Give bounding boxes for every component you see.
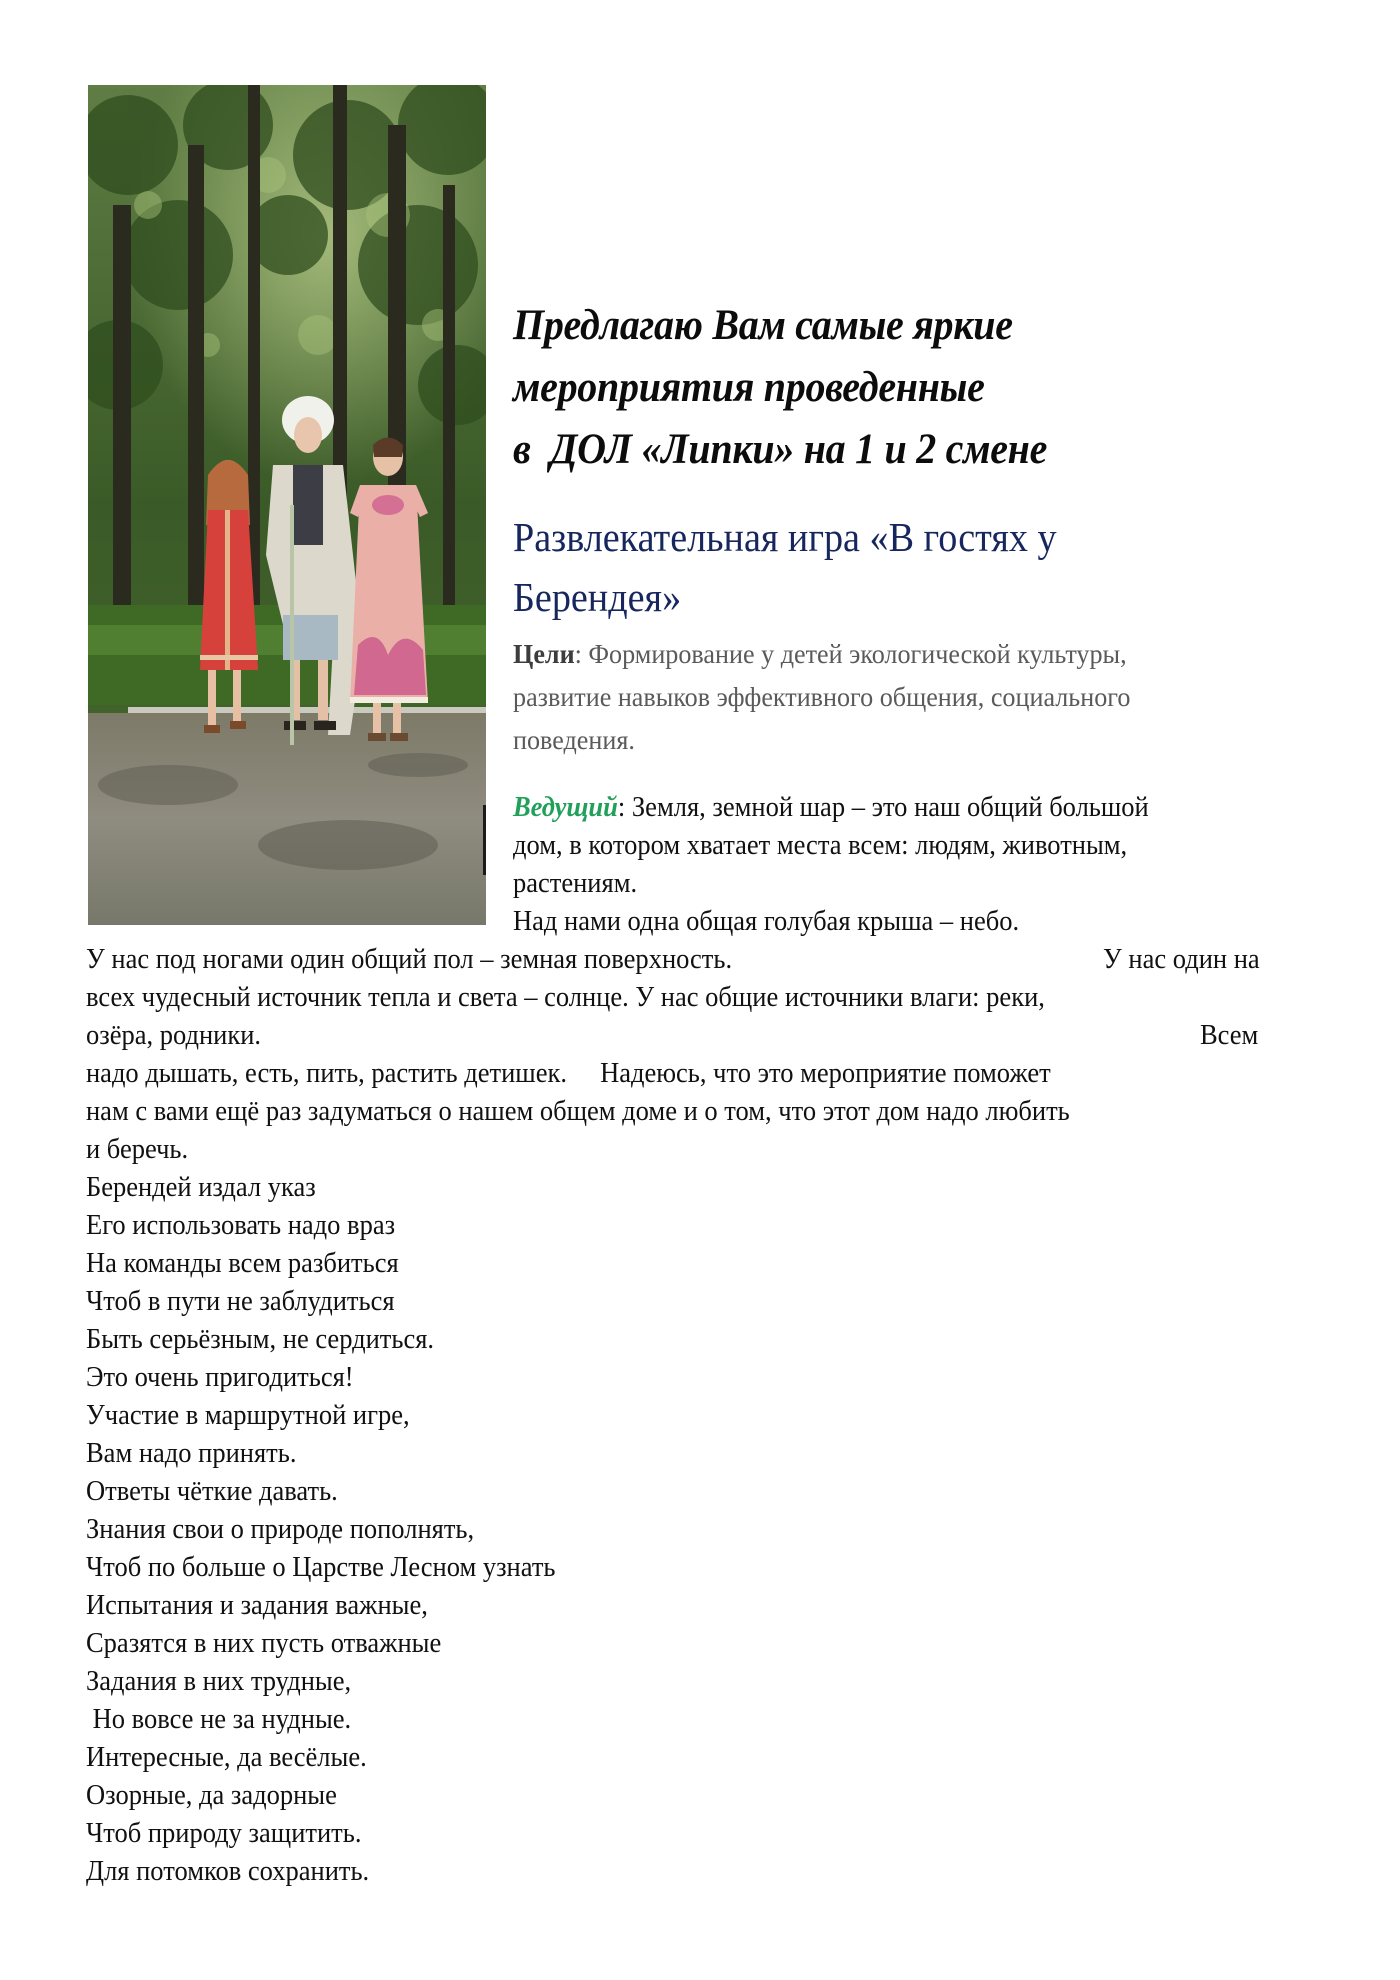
poem-line: Задания в них трудные, (86, 1666, 352, 1697)
poem-line: На команды всем разбиться (86, 1248, 399, 1279)
page-heading-line-2: мероприятия проведенные (513, 364, 985, 411)
body-line-5: нам с вами ещё раз задуматься о нашем общем доме и о том, что этот дом надо любить (86, 1096, 1070, 1127)
event-title-line-2: Берендея» (513, 574, 682, 620)
lead-line-1 (513, 790, 1149, 826)
poem-line: Чтоб природу защитить. (86, 1818, 362, 1849)
forest-photo-illustration (88, 85, 486, 925)
poem-line: Вам надо принять. (86, 1438, 297, 1469)
poem-line: Участие в маршрутной игре, (86, 1400, 410, 1431)
goals-line-1 (513, 636, 1127, 672)
poem-line: Но вовсе не за нудные. (86, 1704, 352, 1735)
lead-line-2: дом, в котором хватает места всем: людям, животным, (513, 830, 1128, 861)
body-line-6: и беречь. (86, 1134, 189, 1165)
poem-line: Знания свои о природе пополнять, (86, 1514, 475, 1545)
poem-line: Чтоб в пути не заблудиться (86, 1286, 395, 1317)
goals-label: Цели (513, 638, 575, 669)
body-line-3: озёра, родники. (86, 1020, 262, 1051)
poem-line: Интересные, да весёлые. (86, 1742, 367, 1773)
page-heading-line-3: в ДОЛ «Липки» на 1 и 2 смене (513, 426, 1048, 473)
poem-line: Берендей издал указ (86, 1172, 316, 1203)
body-line-1-right: У нас один на (1103, 944, 1260, 975)
lead-line-3: растениям. (513, 868, 638, 899)
goals-text: : Формирование у детей экологической культуры, (574, 638, 1127, 669)
poem-line: Его использовать надо враз (86, 1210, 396, 1241)
event-title-line-1: Развлекательная игра «В гостях у (513, 514, 1057, 560)
goals-line-2: развитие навыков эффективного общения, социального (513, 681, 1131, 712)
lead-speaker-label: Ведущий (513, 792, 618, 823)
body-line-2: всех чудесный источник тепла и света – солнце. У нас общие источники влаги: реки, (86, 982, 1045, 1013)
page-heading-line-1: Предлагаю Вам самые яркие (513, 302, 1013, 349)
lead-text: : Земля, земной шар – это наш общий большой (617, 792, 1149, 823)
body-line-1: У нас под ногами один общий пол – земная поверхность. (86, 944, 733, 975)
poem-line: Испытания и задания важные, (86, 1590, 428, 1621)
poem-line: Сразятся в них пусть отважные (86, 1628, 442, 1659)
event-photo (88, 85, 486, 925)
goals-line-3: поведения. (513, 724, 635, 755)
lead-line-4: Над нами одна общая голубая крыша – небо. (513, 906, 1020, 937)
poem-line: Ответы чёткие давать. (86, 1476, 338, 1507)
poem-line: Для потомков сохранить. (86, 1856, 370, 1887)
body-line-3-right: Всем (1200, 1020, 1259, 1051)
poem-line: Это очень пригодиться! (86, 1362, 354, 1393)
poem-line: Озорные, да задорные (86, 1780, 337, 1811)
poem-line: Быть серьёзным, не сердиться. (86, 1324, 435, 1355)
body-line-4: надо дышать, есть, пить, растить детишек. Надеюсь, что это мероприятие поможет (86, 1058, 1051, 1089)
poem-line: Чтоб по больше о Царстве Лесном узнать (86, 1552, 556, 1583)
